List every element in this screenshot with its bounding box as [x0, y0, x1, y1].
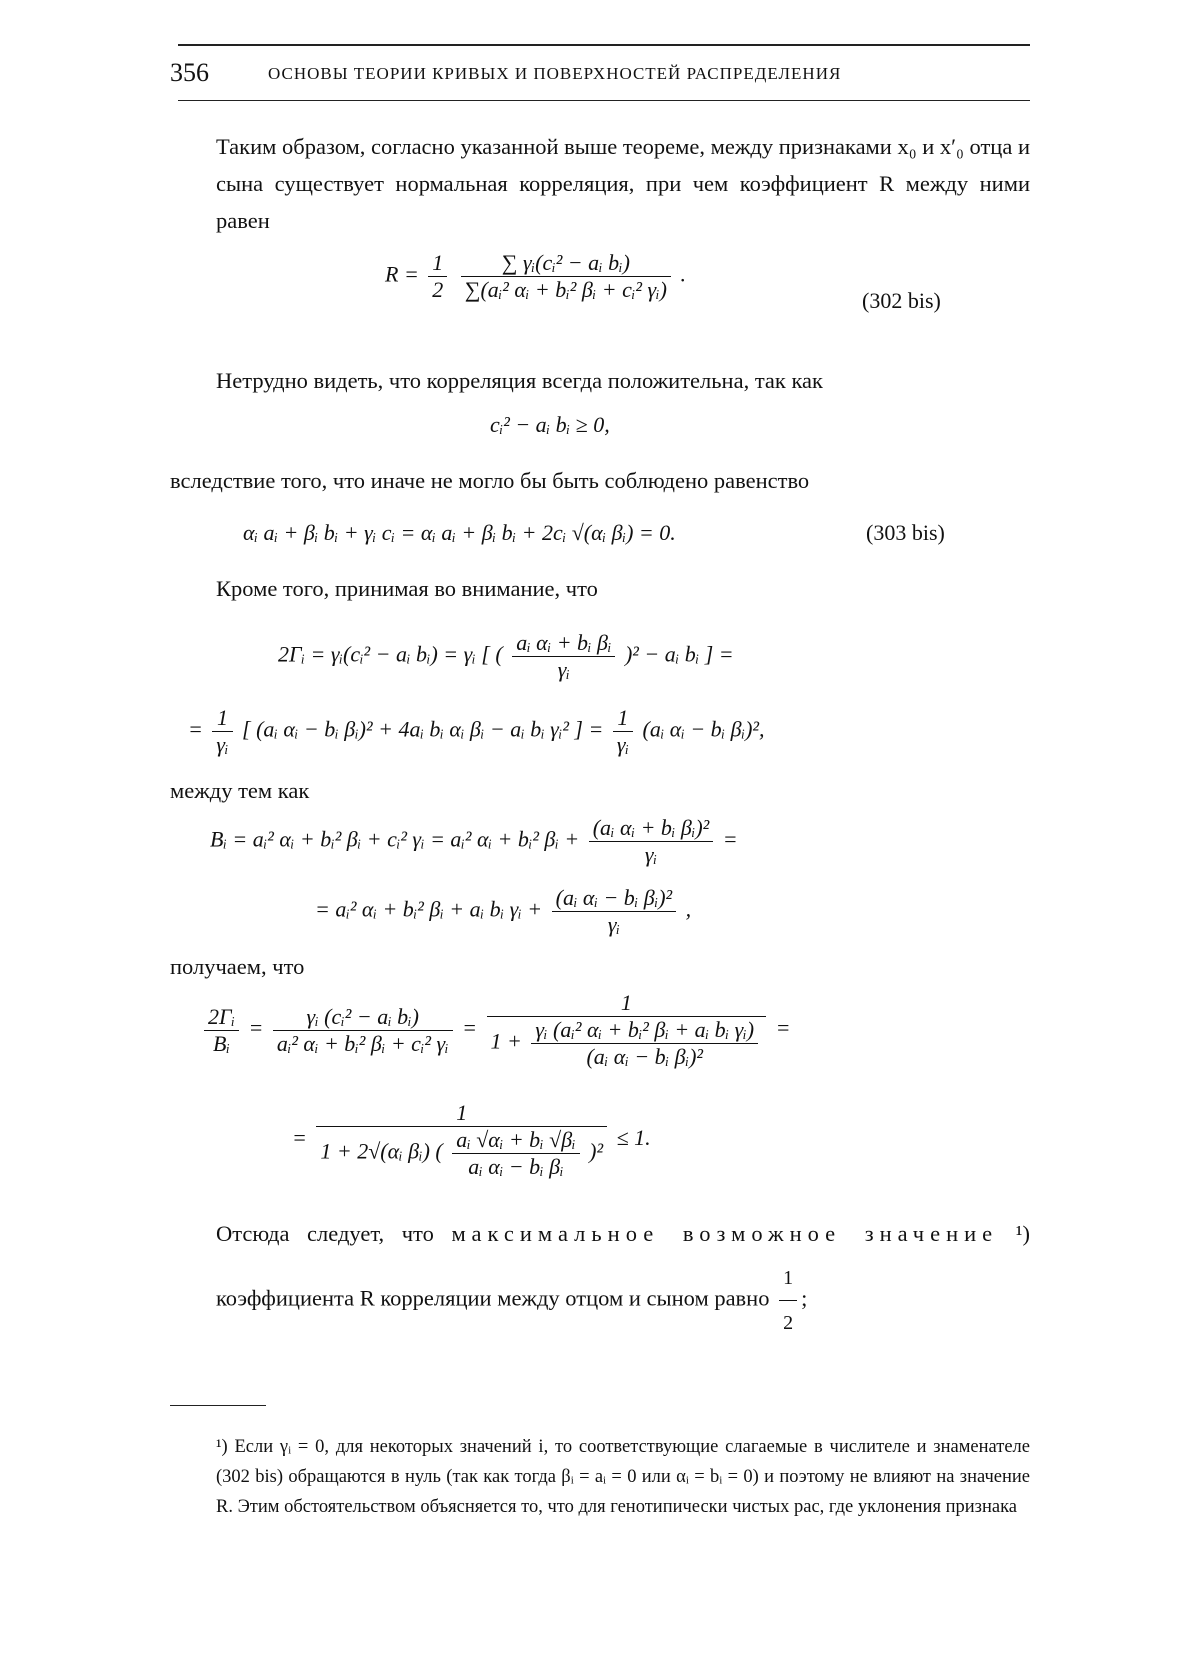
page-number: 356	[170, 58, 209, 87]
eq1-lhs: R =	[385, 261, 419, 287]
eq1-main-fraction: $\frac{\text{∑ γᵢ(cᵢ² − aᵢ bᵢ)}}{\text{∑(aᵢ² αᵢ + bᵢ² βᵢ + cᵢ² γᵢ)}}$	[461, 250, 671, 303]
eq4b-tail: (aᵢ αᵢ − bᵢ βᵢ)²,	[642, 716, 765, 742]
equation-gamma-b	[188, 705, 765, 758]
eq4b-mid: [ (aᵢ αᵢ − bᵢ βᵢ)² + 4aᵢ bᵢ αᵢ βᵢ − aᵢ bᵢ γᵢ² ] =	[242, 716, 604, 742]
eq6a-fraction-2: $\frac{\text{γᵢ (cᵢ² − aᵢ bᵢ)}}{\text{aᵢ² αᵢ + bᵢ² βᵢ + cᵢ² γᵢ}}$	[273, 1004, 453, 1057]
equation-302-bis	[385, 250, 686, 303]
equation-number-303: (303 bis)	[866, 520, 945, 545]
eq6b-fraction: 1 1 + 2√(αᵢ βᵢ) ( $\frac{\text{aᵢ √αᵢ + bᵢ √βᵢ}}{\text{aᵢ αᵢ − bᵢ βᵢ}}$ )²	[316, 1100, 607, 1180]
eq1-half: $\frac{1}{2}$	[428, 250, 447, 303]
paragraph-6	[170, 948, 1030, 985]
eq5a-fraction: $\frac{\text{(aᵢ αᵢ + bᵢ βᵢ)²}}{\text{γᵢ}}$	[589, 815, 714, 868]
paragraph-1-text: Таким образом, согласно указанной выше теореме, между признаками x₀ и x′₀ отца и сына существует нормальная корреляция, при чем коэффициент R между ними равен	[216, 134, 1030, 233]
equation-b-a	[210, 815, 738, 868]
footnote	[170, 1432, 1030, 1522]
eq6a-equals-1: =	[248, 1015, 264, 1041]
footnote-text: ¹) Если γᵢ = 0, для некоторых значений i, то соответствующие слагаемые в числителе и знаменателе (302 bis) обращаются в нуль (так как тогда βᵢ = aᵢ = 0 или αᵢ = bᵢ = 0) и поэтому не влияют на значение R. Этим обстоятельством объясняется то, что для генотипически чистых рас, где уклонения признака	[216, 1437, 1030, 1517]
eq6a-fraction-3: 1 1 + $\frac{\text{γᵢ (aᵢ² αᵢ + bᵢ² βᵢ + aᵢ bᵢ γᵢ)}}{\text{(aᵢ αᵢ − bᵢ βᵢ)²}}$	[487, 990, 767, 1070]
paragraph-3	[170, 462, 1030, 499]
paragraph-5-text: между тем как	[170, 778, 310, 803]
running-title: ОСНОВЫ ТЕОРИИ КРИВЫХ И ПОВЕРХНОСТЕЙ РАСПРЕДЕЛЕНИЯ	[268, 64, 842, 83]
eq4a-fraction: $\frac{\text{aᵢ αᵢ + bᵢ βᵢ}}{\text{γᵢ}}$	[512, 630, 615, 683]
equation-b-b	[315, 885, 691, 938]
eq6a-fraction-1: $\frac{\text{2Γᵢ}}{\text{Bᵢ}}$	[204, 1004, 239, 1057]
paragraph-3-text: вследствие того, что иначе не могло бы быть соблюдено равенство	[170, 468, 810, 493]
eq4a-rhs: )² − aᵢ bᵢ ] =	[624, 641, 734, 667]
eq5a-tail: =	[722, 826, 738, 852]
eq4a-lhs: 2Γᵢ = γᵢ(cᵢ² − aᵢ bᵢ) = γᵢ [ (	[278, 641, 503, 667]
eq4b-fraction-1: $\frac{1}{\text{γᵢ}}$	[212, 705, 232, 758]
header-bottom-rule	[178, 100, 1030, 101]
paragraph-4	[170, 570, 1030, 607]
eq5b-tail: ,	[685, 896, 692, 922]
equation-ratio-b	[292, 1100, 651, 1180]
eq4b-lead: =	[188, 716, 203, 742]
eq6b-lead: =	[292, 1125, 307, 1151]
eq5b-fraction: $\frac{\text{(aᵢ αᵢ − bᵢ βᵢ)²}}{\text{γᵢ}}$	[552, 885, 677, 938]
paragraph-7-tail: ;	[801, 1285, 808, 1311]
paragraph-7-b: ¹) коэффициента R корреляции между отцом и сыном равно	[216, 1221, 1030, 1311]
eq5b-text: = aᵢ² αᵢ + bᵢ² βᵢ + aᵢ bᵢ γᵢ +	[315, 896, 543, 922]
equation-number-302: (302 bis)	[862, 288, 941, 313]
paragraph-2	[170, 362, 1030, 399]
eq6a-equals-2: =	[462, 1015, 478, 1041]
equation-ratio-a	[200, 990, 790, 1070]
eq1-tail: .	[680, 261, 686, 287]
footnote-rule	[170, 1405, 266, 1406]
eq4b-fraction-2: $\frac{1}{\text{γᵢ}}$	[613, 705, 633, 758]
paragraph-7-a: Отсюда следует, что	[216, 1221, 434, 1246]
equation-303-bis: αᵢ aᵢ + βᵢ bᵢ + γᵢ cᵢ = αᵢ aᵢ + βᵢ bᵢ + 2cᵢ √(αᵢ βᵢ) = 0.	[243, 520, 676, 545]
paragraph-2-text: Нетрудно видеть, что корреляция всегда положительна, так как	[216, 368, 823, 393]
paragraph-4-text: Кроме того, принимая во внимание, что	[216, 576, 598, 601]
equation-inequality: cᵢ² − aᵢ bᵢ ≥ 0,	[490, 412, 610, 437]
paragraph-7	[170, 1212, 1030, 1345]
paragraph-5	[170, 772, 1030, 809]
eq6b-tail: ≤ 1.	[616, 1125, 651, 1151]
paragraph-1	[170, 128, 1030, 239]
paragraph-7-fraction: $\frac{1}{2}$	[779, 1256, 797, 1345]
paragraph-6-text: получаем, что	[170, 954, 305, 979]
paragraph-7-emphasis: максимальное возможное значение	[451, 1221, 999, 1246]
equation-gamma-a	[278, 630, 734, 683]
eq6a-equals-3: =	[775, 1015, 791, 1041]
header-top-rule	[178, 44, 1030, 46]
eq5a-text: Bᵢ = aᵢ² αᵢ + bᵢ² βᵢ + cᵢ² γᵢ = aᵢ² αᵢ + bᵢ² βᵢ +	[210, 826, 580, 852]
